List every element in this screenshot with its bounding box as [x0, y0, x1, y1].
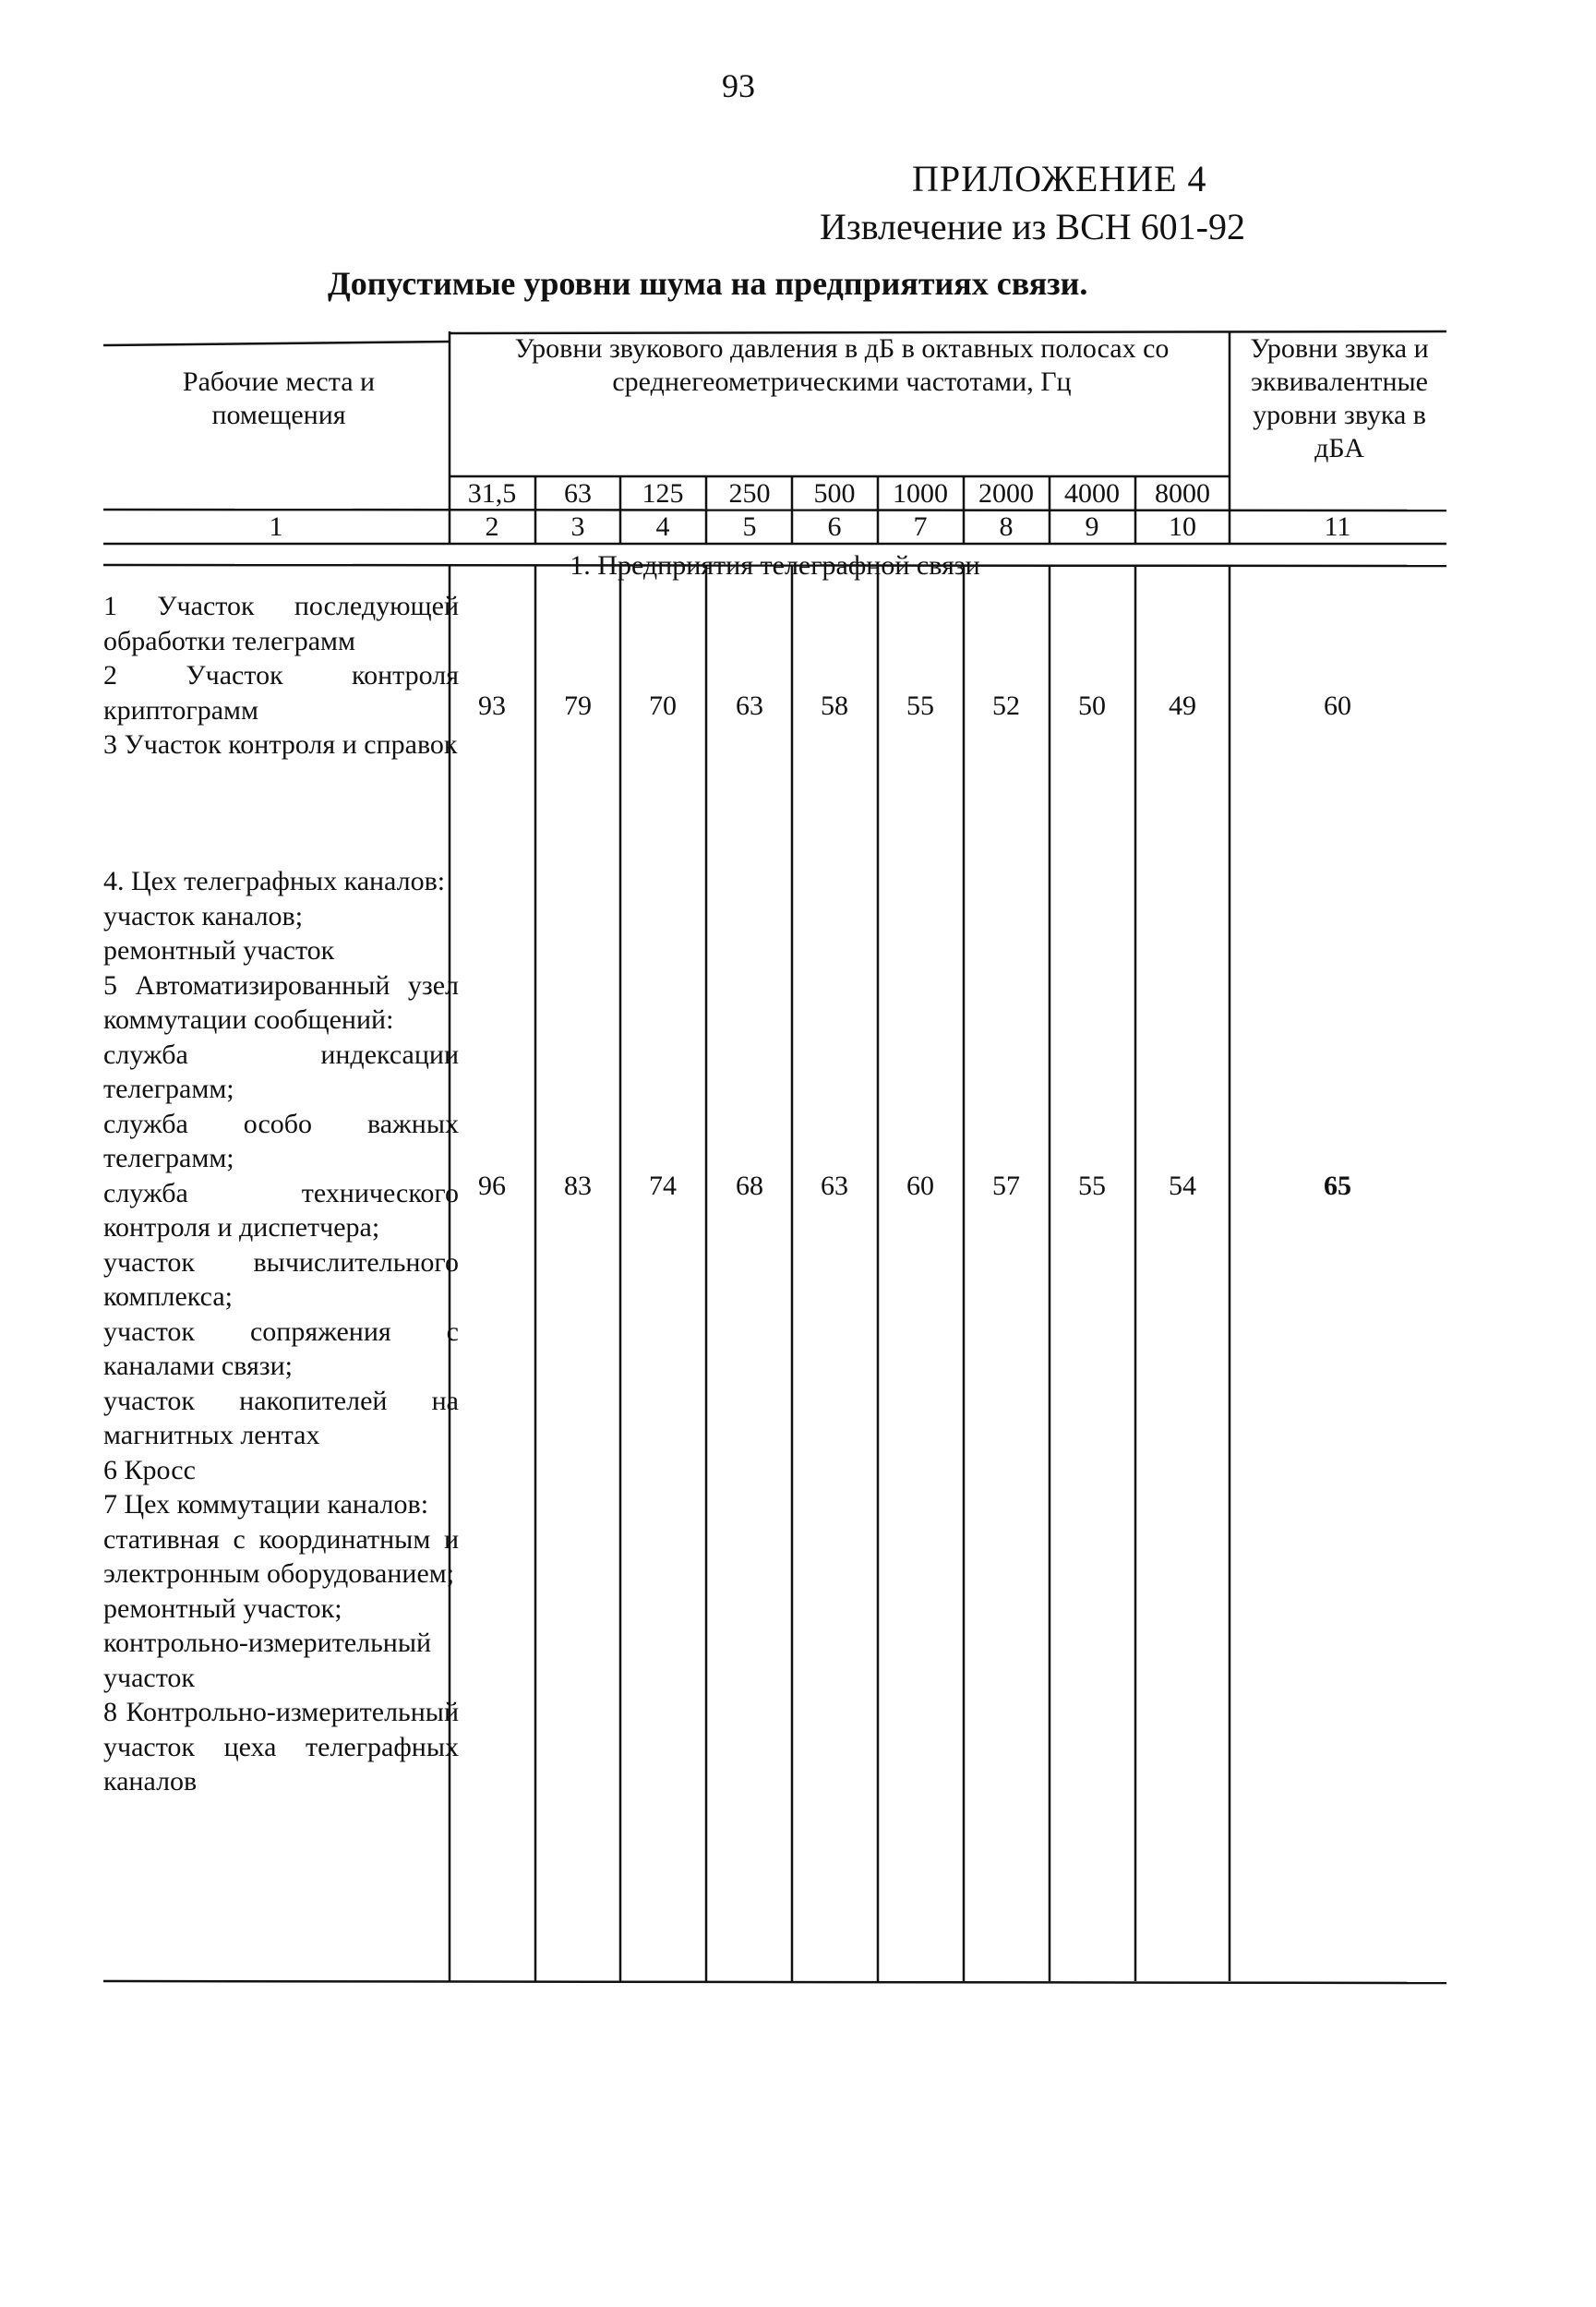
noise-levels-table	[103, 329, 1446, 2000]
list-item: участок сопряжения с каналами связи;	[103, 1316, 459, 1381]
table-cell-value: 60	[906, 1171, 934, 1201]
table-cell-value: 55	[1078, 1171, 1106, 1201]
column-number: 7	[913, 511, 928, 542]
table-cell-value: 74	[649, 1171, 677, 1201]
list-item: 1 Участок последующей обработки телеграмм	[103, 591, 459, 656]
list-item: участок каналов;	[103, 900, 304, 931]
group-2-items	[103, 864, 459, 1799]
column-number: 5	[742, 511, 757, 542]
column-number: 8	[999, 511, 1014, 542]
column-number: 10	[1169, 511, 1196, 542]
header-sound-pressure: Уровни звукового давления в дБ в октавных полосах со среднегеометрическими частотами, Гц	[514, 333, 1170, 397]
list-item: ремонтный участок;	[103, 1592, 342, 1624]
column-number: 1	[269, 511, 283, 542]
list-item: служба особо важных телеграмм;	[103, 1108, 459, 1173]
table-cell-value: 83	[564, 1171, 592, 1201]
header-equivalent: Уровни звука и эквивалентные уровни звука в дБА	[1250, 333, 1429, 463]
list-item: служба технического контроля и диспетчера;	[103, 1177, 459, 1243]
column-number: 11	[1324, 511, 1351, 542]
table-cell-value: 52	[992, 691, 1020, 721]
table-cell-value: 58	[821, 691, 848, 721]
frequency-label: 63	[564, 478, 592, 509]
list-item: стативная с координатным и электронным оборудованием;	[103, 1523, 459, 1589]
column-number: 4	[655, 511, 670, 542]
appendix-title: ПРИЛОЖЕНИЕ 4	[912, 158, 1207, 199]
list-item: 3 Участок контроля и справок	[103, 729, 458, 760]
list-item: 8 Контрольно-измерительный участок цеха телеграфных каналов	[103, 1697, 459, 1796]
appendix-subtitle: Извлечение из ВСН 601-92	[820, 206, 1245, 247]
table-cell-value: 79	[564, 691, 592, 721]
frequency-label: 500	[813, 478, 856, 509]
section-title: 1. Предприятия телеграфной связи	[570, 550, 980, 581]
list-item: 5 Автоматизированный узел коммутации сообщений:	[103, 969, 459, 1035]
frequency-label: 4000	[1064, 478, 1120, 509]
table-cell-value: 63	[736, 691, 763, 721]
list-item: служба индексации телеграмм;	[103, 1039, 459, 1104]
column-number: 9	[1085, 511, 1099, 542]
group-1-items	[103, 589, 459, 763]
table-cell-value: 50	[1078, 691, 1106, 721]
frequency-label: 2000	[978, 478, 1034, 509]
list-item: 6 Кросс	[103, 1454, 196, 1485]
table-cell-value: 63	[821, 1171, 848, 1201]
table-cell-dba: 60	[1324, 691, 1351, 721]
table-cell-value: 96	[478, 1171, 506, 1201]
list-item: 2 Участок контроля криптограмм	[103, 660, 459, 726]
frequency-label: 125	[642, 478, 684, 509]
table-cell-value: 49	[1169, 691, 1196, 721]
table-cell-dba: 65	[1324, 1171, 1351, 1201]
column-number: 6	[827, 511, 842, 542]
column-number: 2	[485, 511, 499, 542]
table-cell-value: 54	[1169, 1171, 1196, 1201]
table-cell-value: 70	[649, 691, 677, 721]
list-item: контрольно-измерительный участок	[103, 1628, 432, 1693]
list-item: участок накопителей на магнитных лентах	[103, 1385, 459, 1450]
header-workplaces: Рабочие места и помещения	[182, 366, 376, 430]
table-cell-value: 68	[736, 1171, 763, 1201]
column-number: 3	[570, 511, 585, 542]
table-title: Допустимые уровни шума на предприятиях связи.	[328, 265, 1088, 302]
list-item: 4. Цех телеграфных каналов:	[103, 866, 446, 896]
list-item: ремонтный участок	[103, 935, 335, 966]
frequency-label: 1000	[893, 478, 948, 509]
frequency-label: 8000	[1155, 478, 1210, 509]
table-cell-value: 55	[906, 691, 934, 721]
page-number: 93	[722, 67, 755, 104]
table-cell-value: 57	[992, 1171, 1020, 1201]
list-item: 7 Цех коммутации каналов:	[103, 1489, 429, 1520]
frequency-label: 31,5	[467, 478, 517, 509]
frequency-label: 250	[728, 478, 771, 509]
table-cell-value: 93	[478, 691, 506, 721]
list-item: участок вычислительного комплекса;	[103, 1246, 459, 1312]
